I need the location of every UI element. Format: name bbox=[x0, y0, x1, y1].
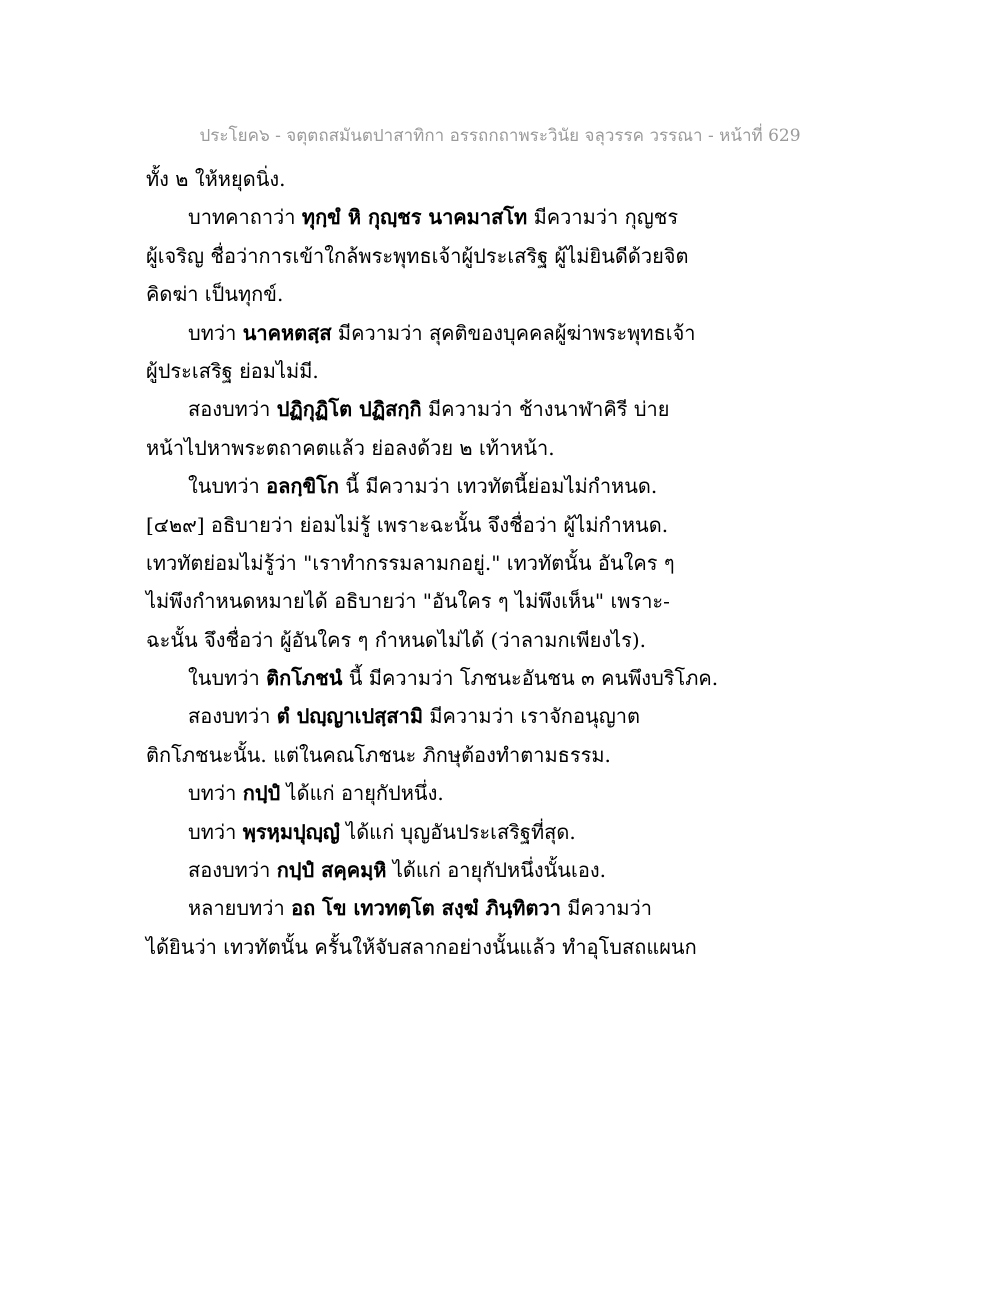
text-line bbox=[146, 506, 906, 544]
text-segment: ได้แก่ อายุกัปหนึ่ง. bbox=[280, 781, 444, 806]
text-segment: บาทคาถาว่า bbox=[188, 205, 302, 230]
text-segment: นี้ มีความว่า เทวทัตนี้ย่อมไม่กำหนด. bbox=[339, 474, 658, 499]
text-line bbox=[146, 774, 906, 812]
running-header: ประโยค๖ - จตุตถสมันตปาสาทิกา อรรถกถาพระวินัย จลุวรรค วรรณา - หน้าที่ 629 bbox=[199, 126, 801, 146]
text-segment: ติกโภชนะนั้น. แต่ในคณโภชนะ ภิกษุต้องทำตามธรรม. bbox=[146, 742, 611, 767]
text-segment: ได้แก่ อายุกัปหนึ่งนั้นเอง. bbox=[386, 858, 606, 883]
pali-term: ติกโภชนํ bbox=[266, 666, 343, 691]
text-segment: มีความว่า เราจักอนุญาต bbox=[423, 704, 640, 729]
text-segment: สองบทว่า bbox=[188, 704, 277, 729]
text-segment: เทวทัตย่อมไม่รู้ว่า "เราทำกรรมลามกอยู่." เทวทัตนั้น อันใคร ๆ bbox=[146, 550, 675, 575]
text-line bbox=[146, 621, 906, 659]
text-segment: บทว่า bbox=[188, 781, 243, 806]
text-segment: นี้ มีความว่า โภชนะอันชน ๓ คนพึงบริโภค. bbox=[342, 666, 719, 691]
text-segment: หลายบทว่า bbox=[188, 896, 292, 921]
text-segment: มีความว่า กุญชร bbox=[527, 205, 679, 230]
text-segment: ผู้ประเสริฐ ย่อมไม่มี. bbox=[146, 358, 319, 383]
body-text bbox=[146, 160, 906, 966]
text-line bbox=[146, 275, 906, 313]
pali-term: ทุกฺขํ หิ กุญฺชร นาคมาสโท bbox=[301, 205, 528, 230]
text-segment: ในบทว่า bbox=[188, 474, 267, 499]
pali-term: อลกฺขิโก bbox=[266, 474, 340, 499]
text-segment: คิดฆ่า เป็นทุกข์. bbox=[146, 282, 284, 307]
text-line bbox=[146, 352, 906, 390]
text-segment: สองบทว่า bbox=[188, 397, 277, 422]
pali-term: ตํ ปญฺญาเปสฺสามิ bbox=[276, 704, 424, 729]
text-line bbox=[146, 928, 906, 966]
pali-term: ปฏิกุฏิโต ปฏิสกฺกิ bbox=[276, 397, 422, 422]
text-segment: ไม่พึงกำหนดหมายได้ อธิบายว่า "อันใคร ๆ ไม่พึงเห็น" เพราะ- bbox=[146, 589, 670, 614]
text-segment: [๔๒๙] อธิบายว่า ย่อมไม่รู้ เพราะฉะนั้น จึงชื่อว่า ผู้ไม่กำหนด. bbox=[146, 512, 669, 537]
text-segment: มีความว่า สุคติของบุคคลผู้ฆ่าพระพุทธเจ้า bbox=[331, 320, 696, 345]
text-line bbox=[146, 697, 906, 735]
text-line bbox=[146, 544, 906, 582]
text-segment: ได้ยินว่า เทวทัตนั้น ครั้นให้จับสลากอย่างนั้นแล้ว ทำอุโบสถแผนก bbox=[146, 934, 697, 959]
text-segment: ทั้ง ๒ ให้หยุดนิ่ง. bbox=[146, 167, 286, 191]
text-segment: บทว่า bbox=[188, 819, 243, 844]
text-line bbox=[146, 736, 906, 774]
text-line bbox=[146, 851, 906, 889]
text-line bbox=[146, 160, 906, 198]
text-segment: ผู้เจริญ ชื่อว่าการเข้าใกล้พระพุทธเจ้าผู้ประเสริฐ ผู้ไม่ยินดีด้วยจิต bbox=[146, 243, 689, 268]
text-segment: มีความว่า bbox=[560, 896, 652, 921]
pali-term: พฺรหฺมปุญฺญํ bbox=[242, 819, 340, 844]
text-segment: บทว่า bbox=[188, 320, 243, 345]
text-line bbox=[146, 314, 906, 352]
text-segment: สองบทว่า bbox=[188, 858, 277, 883]
text-segment: ในบทว่า bbox=[188, 666, 267, 691]
text-line bbox=[146, 889, 906, 927]
pali-term: กปฺปํ bbox=[242, 781, 281, 806]
text-line bbox=[146, 582, 906, 620]
pali-term: อถ โข เทวทตฺโต สงฺฆํ ภินฺทิตวา bbox=[291, 896, 561, 921]
text-line bbox=[146, 813, 906, 851]
text-segment: ได้แก่ บุญอันประเสริฐที่สุด. bbox=[339, 819, 576, 844]
text-line bbox=[146, 237, 906, 275]
pali-term: นาคหตสฺส bbox=[242, 320, 332, 345]
text-line bbox=[146, 659, 906, 697]
text-segment: หน้าไปหาพระตถาคตแล้ว ย่อลงด้วย ๒ เท้าหน้า. bbox=[146, 435, 555, 460]
text-line bbox=[146, 467, 906, 505]
pali-term: กปฺปํ สคฺคมฺหิ bbox=[276, 858, 387, 883]
text-line bbox=[146, 429, 906, 467]
text-line bbox=[146, 198, 906, 236]
text-segment: มีความว่า ช้างนาฬาคิรี บ่าย bbox=[421, 397, 670, 422]
text-segment: ฉะนั้น จึงชื่อว่า ผู้อันใคร ๆ กำหนดไม่ได้ (ว่าลามกเพียงไร). bbox=[146, 627, 647, 652]
text-line bbox=[146, 390, 906, 428]
